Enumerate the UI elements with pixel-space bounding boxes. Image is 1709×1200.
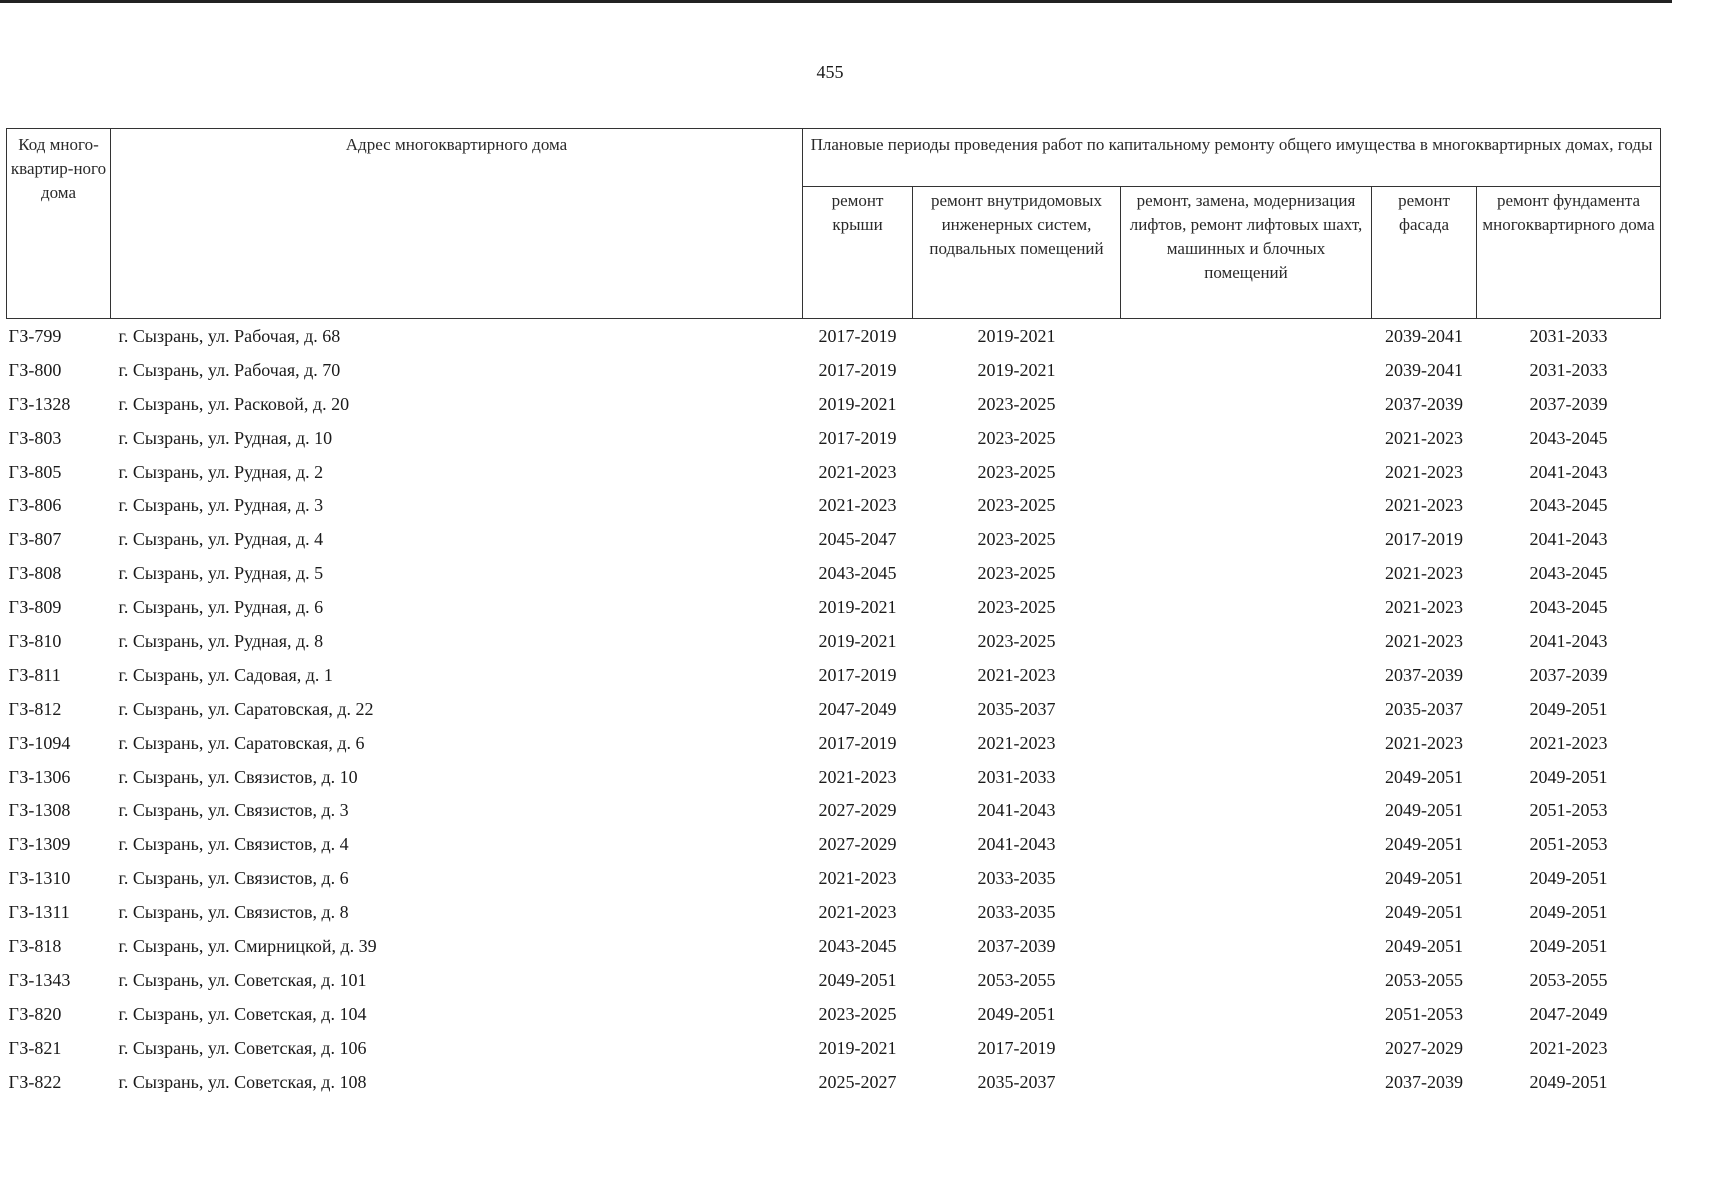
cell-elevators bbox=[1121, 658, 1372, 692]
cell-facade: 2049-2051 bbox=[1385, 834, 1463, 855]
cell-address: г. Сызрань, ул. Рабочая, д. 68 bbox=[118, 325, 341, 346]
top-rule bbox=[0, 0, 1672, 3]
table-row bbox=[7, 522, 1661, 556]
table-header bbox=[7, 129, 1661, 319]
table-row bbox=[7, 827, 1661, 861]
table-row bbox=[7, 895, 1661, 929]
cell-roof: 2021-2023 bbox=[818, 868, 897, 889]
cell-roof: 2019-2021 bbox=[818, 393, 897, 414]
cell-roof: 2043-2045 bbox=[818, 563, 897, 584]
cell-elevators bbox=[1121, 522, 1372, 556]
cell-address: г. Сызрань, ул. Рудная, д. 4 bbox=[118, 529, 324, 550]
cell-foundation: 2043-2045 bbox=[1529, 563, 1608, 584]
cell-roof: 2021-2023 bbox=[818, 461, 897, 482]
cell-foundation: 2037-2039 bbox=[1529, 664, 1608, 685]
cell-address: г. Сызрань, ул. Советская, д. 104 bbox=[118, 1003, 367, 1024]
cell-elevators bbox=[1121, 590, 1372, 624]
cell-elevators bbox=[1121, 726, 1372, 760]
cell-roof: 2045-2047 bbox=[818, 529, 897, 550]
cell-roof: 2021-2023 bbox=[818, 495, 897, 516]
cell-roof: 2021-2023 bbox=[818, 902, 897, 923]
cell-address: г. Сызрань, ул. Советская, д. 106 bbox=[118, 1037, 367, 1058]
cell-elevators bbox=[1121, 929, 1372, 963]
cell-foundation: 2053-2055 bbox=[1529, 969, 1608, 990]
cell-facade: 2037-2039 bbox=[1385, 393, 1463, 414]
cell-foundation: 2049-2051 bbox=[1529, 868, 1608, 889]
cell-roof: 2027-2029 bbox=[818, 800, 897, 821]
table-row bbox=[7, 1065, 1661, 1099]
cell-elevators bbox=[1121, 793, 1372, 827]
cell-engineering: 2033-2035 bbox=[977, 902, 1056, 923]
cell-foundation: 2043-2045 bbox=[1529, 427, 1608, 448]
cell-address: г. Сызрань, ул. Связистов, д. 6 bbox=[118, 868, 349, 889]
cell-elevators bbox=[1121, 963, 1372, 997]
cell-address: г. Сызрань, ул. Рудная, д. 5 bbox=[118, 563, 324, 584]
cell-facade: 2021-2023 bbox=[1385, 563, 1463, 584]
cell-address: г. Сызрань, ул. Рудная, д. 10 bbox=[118, 427, 333, 448]
table-row bbox=[7, 1031, 1661, 1065]
cell-roof: 2017-2019 bbox=[818, 359, 897, 380]
cell-address: г. Сызрань, ул. Связистов, д. 10 bbox=[118, 766, 358, 787]
cell-elevators bbox=[1121, 455, 1372, 489]
table-row bbox=[7, 556, 1661, 590]
cell-foundation: 2043-2045 bbox=[1529, 495, 1608, 516]
cell-code: ГЗ-1328 bbox=[8, 393, 71, 414]
cell-roof: 2047-2049 bbox=[818, 698, 897, 719]
cell-code: ГЗ-1094 bbox=[8, 732, 71, 753]
cell-facade: 2021-2023 bbox=[1385, 495, 1463, 516]
table-row bbox=[7, 455, 1661, 489]
cell-roof: 2017-2019 bbox=[818, 732, 897, 753]
cell-engineering: 2023-2025 bbox=[977, 597, 1056, 618]
cell-engineering: 2033-2035 bbox=[977, 868, 1056, 889]
cell-facade: 2021-2023 bbox=[1385, 630, 1463, 651]
cell-roof: 2021-2023 bbox=[818, 766, 897, 787]
cell-foundation: 2047-2049 bbox=[1529, 1003, 1608, 1024]
cell-engineering: 2023-2025 bbox=[977, 461, 1056, 482]
cell-engineering: 2035-2037 bbox=[977, 1071, 1056, 1092]
header-roof: ремонт крыши bbox=[803, 186, 913, 318]
cell-code: ГЗ-807 bbox=[8, 529, 62, 550]
cell-elevators bbox=[1121, 895, 1372, 929]
cell-engineering: 2023-2025 bbox=[977, 630, 1056, 651]
cell-engineering: 2049-2051 bbox=[977, 1003, 1056, 1024]
cell-foundation: 2049-2051 bbox=[1529, 1071, 1608, 1092]
cell-engineering: 2019-2021 bbox=[977, 325, 1056, 346]
cell-facade: 2049-2051 bbox=[1385, 800, 1463, 821]
table-row bbox=[7, 760, 1661, 794]
cell-facade: 2049-2051 bbox=[1385, 766, 1463, 787]
header-facade: ремонт фасада bbox=[1372, 186, 1477, 318]
cell-roof: 2019-2021 bbox=[818, 597, 897, 618]
cell-engineering: 2023-2025 bbox=[977, 563, 1056, 584]
cell-facade: 2037-2039 bbox=[1385, 664, 1463, 685]
cell-elevators bbox=[1121, 556, 1372, 590]
cell-address: г. Сызрань, ул. Рудная, д. 8 bbox=[118, 630, 324, 651]
header-engineering: ремонт внутридомовых инженерных систем, подвальных помещений bbox=[913, 186, 1121, 318]
cell-facade: 2017-2019 bbox=[1385, 529, 1463, 550]
header-address: Адрес многоквартирного дома bbox=[111, 129, 803, 319]
cell-engineering: 2041-2043 bbox=[977, 834, 1056, 855]
cell-code: ГЗ-822 bbox=[8, 1071, 62, 1092]
cell-facade: 2039-2041 bbox=[1385, 325, 1463, 346]
cell-elevators bbox=[1121, 760, 1372, 794]
table-row bbox=[7, 421, 1661, 455]
cell-elevators bbox=[1121, 692, 1372, 726]
repair-schedule-table bbox=[6, 128, 1661, 1098]
cell-facade: 2021-2023 bbox=[1385, 461, 1463, 482]
cell-facade: 2053-2055 bbox=[1385, 969, 1463, 990]
cell-code: ГЗ-800 bbox=[8, 359, 62, 380]
cell-engineering: 2053-2055 bbox=[977, 969, 1056, 990]
cell-elevators bbox=[1121, 319, 1372, 353]
cell-code: ГЗ-810 bbox=[8, 630, 62, 651]
table-row bbox=[7, 929, 1661, 963]
cell-elevators bbox=[1121, 488, 1372, 522]
cell-code: ГЗ-799 bbox=[8, 325, 62, 346]
cell-code: ГЗ-812 bbox=[8, 698, 62, 719]
table-row bbox=[7, 997, 1661, 1031]
cell-foundation: 2049-2051 bbox=[1529, 766, 1608, 787]
cell-engineering: 2041-2043 bbox=[977, 800, 1056, 821]
cell-engineering: 2023-2025 bbox=[977, 529, 1056, 550]
cell-address: г. Сызрань, ул. Расковой, д. 20 bbox=[118, 393, 350, 414]
cell-roof: 2019-2021 bbox=[818, 1037, 897, 1058]
repair-schedule-sheet bbox=[6, 128, 1660, 1098]
cell-address: г. Сызрань, ул. Рудная, д. 6 bbox=[118, 597, 324, 618]
cell-foundation: 2031-2033 bbox=[1529, 325, 1608, 346]
table-body bbox=[7, 319, 1661, 1099]
cell-code: ГЗ-805 bbox=[8, 461, 62, 482]
cell-facade: 2021-2023 bbox=[1385, 597, 1463, 618]
cell-foundation: 2037-2039 bbox=[1529, 393, 1608, 414]
cell-roof: 2049-2051 bbox=[818, 969, 897, 990]
cell-facade: 2037-2039 bbox=[1385, 1071, 1463, 1092]
cell-facade: 2035-2037 bbox=[1385, 698, 1463, 719]
cell-code: ГЗ-803 bbox=[8, 427, 62, 448]
cell-elevators bbox=[1121, 353, 1372, 387]
cell-elevators bbox=[1121, 624, 1372, 658]
table-row bbox=[7, 488, 1661, 522]
cell-elevators bbox=[1121, 827, 1372, 861]
table-row bbox=[7, 353, 1661, 387]
table-row bbox=[7, 793, 1661, 827]
cell-code: ГЗ-818 bbox=[8, 935, 62, 956]
cell-address: г. Сызрань, ул. Связистов, д. 3 bbox=[118, 800, 349, 821]
cell-elevators bbox=[1121, 387, 1372, 421]
cell-address: г. Сызрань, ул. Советская, д. 108 bbox=[118, 1071, 367, 1092]
cell-code: ГЗ-1308 bbox=[8, 800, 71, 821]
cell-facade: 2049-2051 bbox=[1385, 935, 1463, 956]
cell-engineering: 2035-2037 bbox=[977, 698, 1056, 719]
cell-engineering: 2023-2025 bbox=[977, 495, 1056, 516]
cell-elevators bbox=[1121, 421, 1372, 455]
cell-address: г. Сызрань, ул. Связистов, д. 8 bbox=[118, 902, 349, 923]
cell-code: ГЗ-1311 bbox=[8, 902, 70, 923]
cell-address: г. Сызрань, ул. Советская, д. 101 bbox=[118, 969, 367, 990]
cell-engineering: 2021-2023 bbox=[977, 732, 1056, 753]
cell-facade: 2039-2041 bbox=[1385, 359, 1463, 380]
cell-facade: 2021-2023 bbox=[1385, 427, 1463, 448]
cell-engineering: 2037-2039 bbox=[977, 935, 1056, 956]
cell-engineering: 2023-2025 bbox=[977, 427, 1056, 448]
cell-elevators bbox=[1121, 997, 1372, 1031]
cell-facade: 2021-2023 bbox=[1385, 732, 1463, 753]
cell-foundation: 2041-2043 bbox=[1529, 630, 1608, 651]
cell-roof: 2023-2025 bbox=[818, 1003, 897, 1024]
cell-foundation: 2021-2023 bbox=[1529, 1037, 1608, 1058]
cell-foundation: 2021-2023 bbox=[1529, 732, 1608, 753]
cell-code: ГЗ-1343 bbox=[8, 969, 71, 990]
cell-foundation: 2049-2051 bbox=[1529, 698, 1608, 719]
cell-facade: 2049-2051 bbox=[1385, 902, 1463, 923]
cell-engineering: 2021-2023 bbox=[977, 664, 1056, 685]
cell-code: ГЗ-821 bbox=[8, 1037, 62, 1058]
table-row bbox=[7, 590, 1661, 624]
cell-foundation: 2041-2043 bbox=[1529, 529, 1608, 550]
table-row bbox=[7, 692, 1661, 726]
cell-address: г. Сызрань, ул. Рудная, д. 2 bbox=[118, 461, 324, 482]
cell-code: ГЗ-809 bbox=[8, 597, 62, 618]
cell-roof: 2019-2021 bbox=[818, 630, 897, 651]
table-row bbox=[7, 861, 1661, 895]
cell-roof: 2025-2027 bbox=[818, 1071, 897, 1092]
cell-address: г. Сызрань, ул. Садовая, д. 1 bbox=[118, 664, 333, 685]
cell-code: ГЗ-1306 bbox=[8, 766, 71, 787]
cell-roof: 2017-2019 bbox=[818, 325, 897, 346]
page-number: 455 bbox=[816, 62, 844, 82]
cell-code: ГЗ-808 bbox=[8, 563, 62, 584]
cell-address: г. Сызрань, ул. Рабочая, д. 70 bbox=[118, 359, 341, 380]
cell-code: ГЗ-806 bbox=[8, 495, 62, 516]
cell-code: ГЗ-811 bbox=[8, 664, 61, 685]
cell-roof: 2017-2019 bbox=[818, 427, 897, 448]
table-row bbox=[7, 319, 1661, 353]
cell-foundation: 2043-2045 bbox=[1529, 597, 1608, 618]
cell-address: г. Сызрань, ул. Рудная, д. 3 bbox=[118, 495, 324, 516]
cell-code: ГЗ-820 bbox=[8, 1003, 62, 1024]
cell-address: г. Сызрань, ул. Саратовская, д. 6 bbox=[118, 732, 365, 753]
table-row bbox=[7, 624, 1661, 658]
cell-engineering: 2017-2019 bbox=[977, 1037, 1056, 1058]
cell-facade: 2049-2051 bbox=[1385, 868, 1463, 889]
cell-elevators bbox=[1121, 1065, 1372, 1099]
cell-foundation: 2031-2033 bbox=[1529, 359, 1608, 380]
cell-engineering: 2023-2025 bbox=[977, 393, 1056, 414]
header-planned-periods: Плановые периоды проведения работ по капитальному ремонту общего имущества в многоквартирных домах, годы bbox=[803, 129, 1661, 187]
cell-foundation: 2051-2053 bbox=[1529, 834, 1608, 855]
cell-roof: 2027-2029 bbox=[818, 834, 897, 855]
cell-address: г. Сызрань, ул. Смирницкой, д. 39 bbox=[118, 935, 377, 956]
cell-foundation: 2041-2043 bbox=[1529, 461, 1608, 482]
cell-foundation: 2049-2051 bbox=[1529, 935, 1608, 956]
cell-foundation: 2051-2053 bbox=[1529, 800, 1608, 821]
table-row bbox=[7, 963, 1661, 997]
cell-facade: 2027-2029 bbox=[1385, 1037, 1463, 1058]
header-elevators: ремонт, замена, модернизация лифтов, ремонт лифтовых шахт, машинных и блочных помещений bbox=[1121, 186, 1372, 318]
cell-elevators bbox=[1121, 861, 1372, 895]
table-row bbox=[7, 387, 1661, 421]
cell-roof: 2043-2045 bbox=[818, 935, 897, 956]
table-row bbox=[7, 658, 1661, 692]
cell-address: г. Сызрань, ул. Саратовская, д. 22 bbox=[118, 698, 374, 719]
header-foundation: ремонт фундамента многоквартирного дома bbox=[1477, 186, 1661, 318]
cell-elevators bbox=[1121, 1031, 1372, 1065]
cell-foundation: 2049-2051 bbox=[1529, 902, 1608, 923]
cell-roof: 2017-2019 bbox=[818, 664, 897, 685]
cell-code: ГЗ-1310 bbox=[8, 868, 71, 889]
cell-code: ГЗ-1309 bbox=[8, 834, 71, 855]
table-row bbox=[7, 726, 1661, 760]
cell-engineering: 2031-2033 bbox=[977, 766, 1056, 787]
cell-facade: 2051-2053 bbox=[1385, 1003, 1463, 1024]
cell-address: г. Сызрань, ул. Связистов, д. 4 bbox=[118, 834, 349, 855]
cell-engineering: 2019-2021 bbox=[977, 359, 1056, 380]
header-code: Код много-квартир-ного дома bbox=[7, 129, 111, 319]
